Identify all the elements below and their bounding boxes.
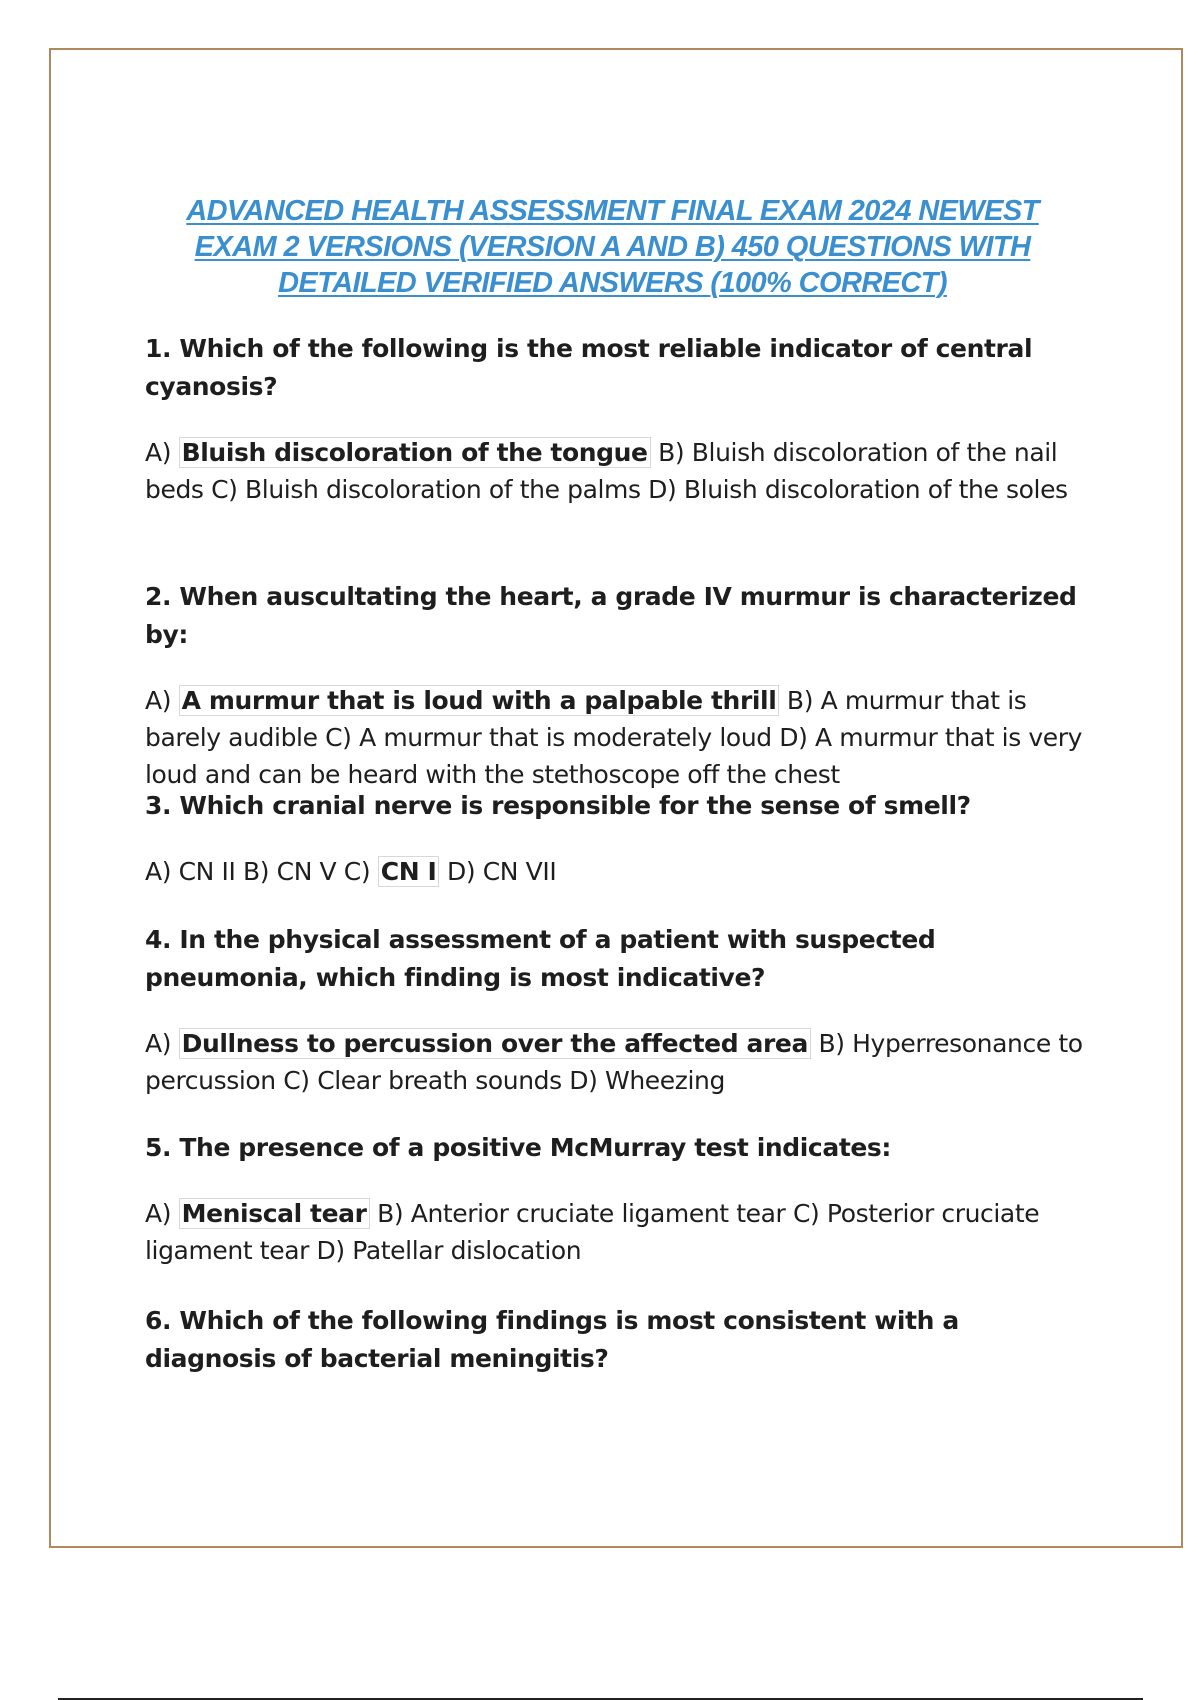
question-block-4 bbox=[145, 921, 1095, 1099]
question-text: 5. The presence of a positive McMurray test indicates: bbox=[145, 1133, 892, 1162]
answer-options bbox=[145, 682, 1095, 793]
question-block-1 bbox=[145, 330, 1095, 508]
correct-answer: Dullness to percussion over the affected area bbox=[179, 1028, 811, 1059]
question-text: 6. Which of the following findings is most consistent with a diagnosis of bacterial meningitis? bbox=[145, 1306, 959, 1373]
answer-options bbox=[145, 853, 1095, 890]
question-text: 4. In the physical assessment of a patient with suspected pneumonia, which finding is most indicative? bbox=[145, 925, 936, 992]
answer-rest: B) A murmur that is barely audible C) A murmur that is moderately loud D) A murmur that is very loud and can be heard with the stethoscope off the chest bbox=[145, 686, 1083, 789]
answer-rest: D) CN VII bbox=[439, 857, 557, 886]
question-text: 2. When auscultating the heart, a grade IV murmur is characterized by: bbox=[145, 582, 1077, 649]
answer-prefix: A) CN II B) CN V C) bbox=[145, 857, 378, 886]
answer-prefix: A) bbox=[145, 686, 179, 715]
answer-rest: B) Anterior cruciate ligament tear C) Posterior cruciate ligament tear D) Patellar dislocation bbox=[145, 1199, 1040, 1265]
title-line-2: EXAM 2 VERSIONS (VERSION A AND B) 450 QUESTIONS WITH bbox=[194, 231, 1031, 263]
document-title bbox=[145, 193, 1080, 301]
question-text: 1. Which of the following is the most reliable indicator of central cyanosis? bbox=[145, 334, 1033, 401]
answer-options bbox=[145, 1025, 1095, 1099]
question-block-2 bbox=[145, 578, 1095, 793]
correct-answer: Bluish discoloration of the tongue bbox=[179, 437, 651, 468]
answer-options bbox=[145, 1195, 1095, 1269]
answer-rest: B) Hyperresonance to percussion C) Clear breath sounds D) Wheezing bbox=[145, 1029, 1083, 1095]
question-text: 3. Which cranial nerve is responsible for the sense of smell? bbox=[145, 791, 971, 820]
title-line-1: ADVANCED HEALTH ASSESSMENT FINAL EXAM 2024 NEWEST bbox=[186, 195, 1039, 227]
title-line-3: DETAILED VERIFIED ANSWERS (100% CORRECT) bbox=[278, 267, 947, 299]
correct-answer: Meniscal tear bbox=[179, 1198, 370, 1229]
answer-prefix: A) bbox=[145, 438, 179, 467]
answer-prefix: A) bbox=[145, 1199, 179, 1228]
correct-answer: A murmur that is loud with a palpable thrill bbox=[179, 685, 780, 716]
question-block-5 bbox=[145, 1129, 1095, 1269]
question-block-6 bbox=[145, 1302, 1095, 1378]
answer-rest: B) Bluish discoloration of the nail beds C) Bluish discoloration of the palms D) Bluish discoloration of the soles bbox=[145, 438, 1068, 504]
correct-answer: CN I bbox=[378, 856, 440, 887]
question-block-3 bbox=[145, 787, 1095, 890]
answer-options bbox=[145, 434, 1095, 508]
answer-prefix: A) bbox=[145, 1029, 179, 1058]
